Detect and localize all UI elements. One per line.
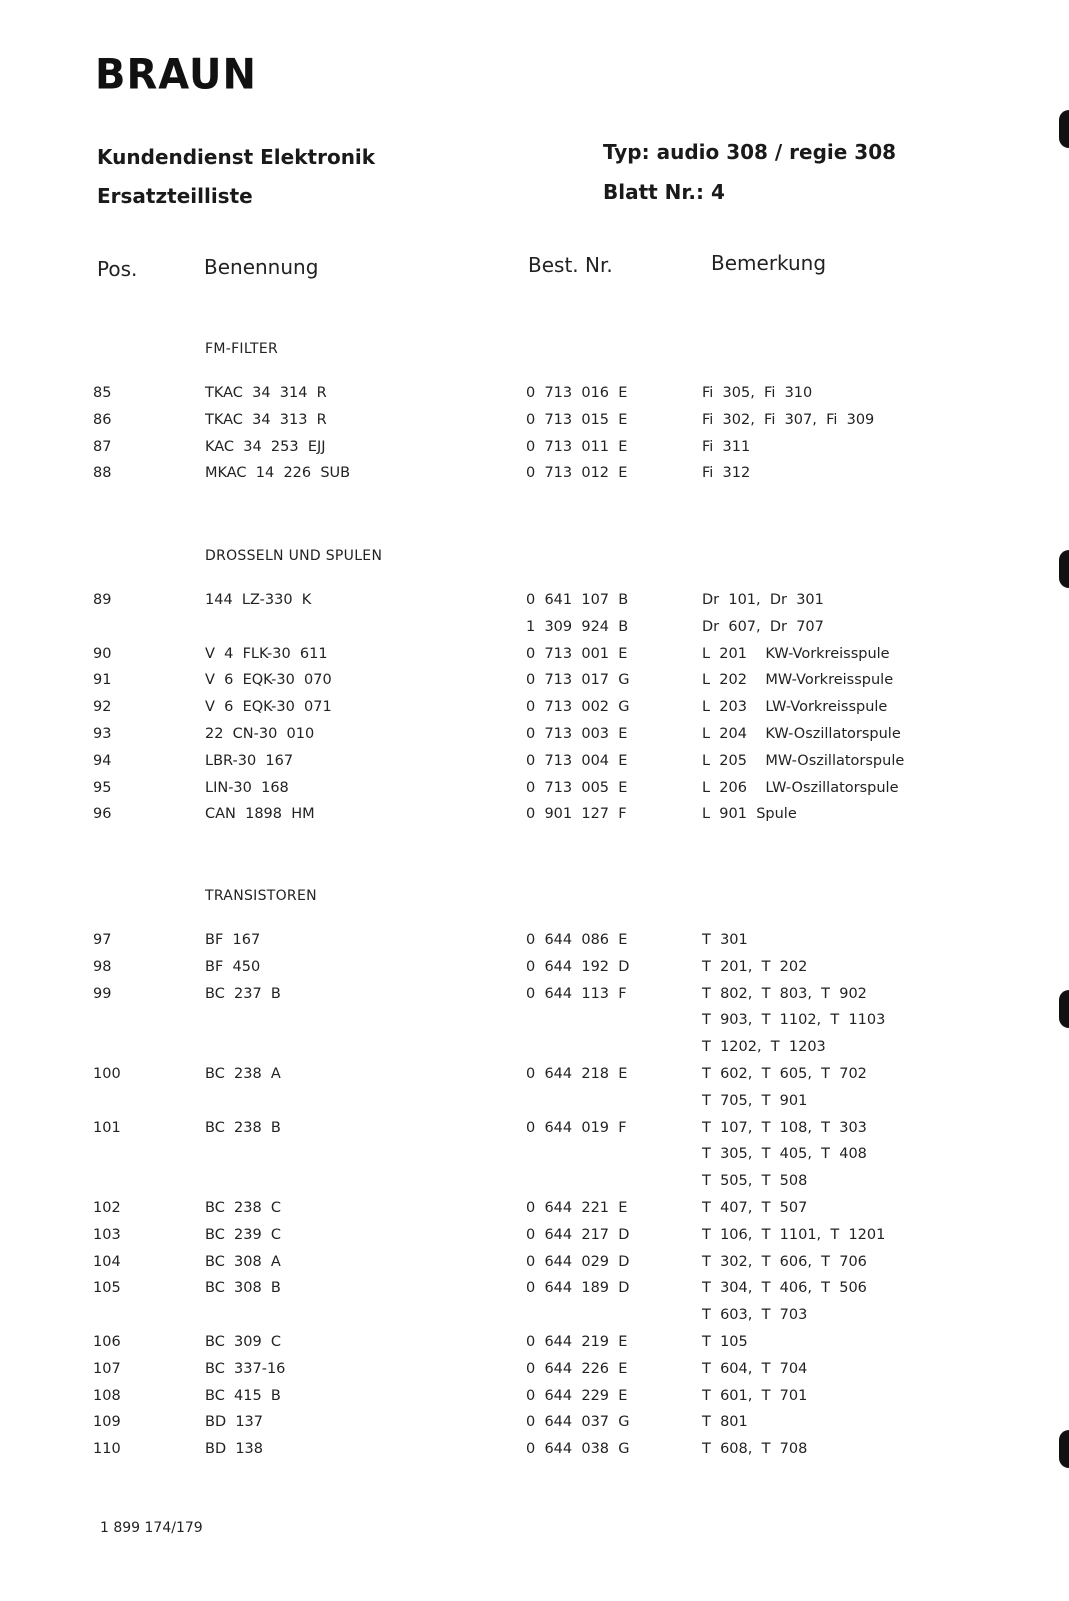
table-row [0,465,1069,487]
position-number: 102 [93,1200,121,1216]
remark: L 205 MW-Oszillatorspule [702,752,905,769]
order-number: 0 713 004 E [526,752,628,769]
table-row [0,806,1069,828]
section-title: TRANSISTOREN [205,888,317,904]
table-row [0,619,1069,641]
remark: T 301 [702,932,748,948]
table-row [0,1200,1069,1222]
table-row [0,699,1069,721]
table-row [0,1254,1069,1276]
table-row [0,1441,1069,1463]
table-row [0,1361,1069,1383]
position-number: 95 [93,779,112,796]
table-row [0,986,1069,1008]
remark: Fi 311 [702,438,751,455]
order-number: 0 644 086 E [526,932,628,948]
remark: L 201 KW-Vorkreisspule [702,645,890,662]
part-name: LBR-30 167 [205,752,294,769]
part-name: 22 CN-30 010 [205,726,315,742]
remark: Fi 302, Fi 307, Fi 309 [702,411,875,428]
order-number: 0 713 005 E [526,779,628,796]
table-row [0,959,1069,981]
part-name: 144 LZ-330 K [205,592,312,608]
position-number: 92 [93,699,112,716]
binder-hole-mark [1059,110,1069,148]
braun-logo: BRAUN [95,50,257,100]
remark: T 603, T 703 [702,1307,808,1324]
table-row [0,1093,1069,1115]
order-number: 0 641 107 B [526,592,629,608]
part-name: BC 308 A [205,1253,281,1270]
table-row [0,592,1069,614]
remark: Dr 607, Dr 707 [702,618,824,635]
order-number: 0 644 029 D [526,1253,630,1270]
table-row [0,1146,1069,1168]
order-number: 0 713 011 E [526,438,628,455]
part-name: BC 239 C [205,1226,282,1243]
position-number: 90 [93,645,112,662]
column-header-remark: Bemerkung [711,251,827,275]
part-name: V 6 EQK-30 071 [205,699,332,716]
position-number: 107 [93,1360,121,1377]
order-number: 0 644 189 D [526,1280,630,1297]
part-name: CAN 1898 HM [205,806,315,823]
order-number: 0 644 113 F [526,985,627,1002]
order-number: 0 713 001 E [526,645,628,662]
position-number: 91 [93,672,112,689]
table-row [0,1227,1069,1249]
section-title: DROSSELN UND SPULEN [205,548,383,564]
table-row [0,1414,1069,1436]
position-number: 104 [93,1253,121,1270]
position-number: 98 [93,958,112,975]
order-number: 0 644 226 E [526,1360,628,1377]
table-row [0,726,1069,748]
part-name: V 4 FLK-30 611 [205,645,328,662]
table-row [0,1173,1069,1195]
part-name: BC 308 B [205,1280,281,1297]
position-number: 94 [93,752,112,769]
remark: L 901 Spule [702,806,797,823]
column-header-pos: Pos. [97,257,138,281]
order-number: 0 644 038 G [526,1441,630,1458]
position-number: 93 [93,726,112,742]
position-number: 106 [93,1334,121,1350]
position-number: 86 [93,411,112,428]
part-name: TKAC 34 313 R [205,411,327,428]
table-row [0,1388,1069,1410]
table-row [0,1334,1069,1356]
position-number: 87 [93,438,112,455]
part-name: V 6 EQK-30 070 [205,672,332,689]
document-number: 1 899 174/179 [100,1520,203,1536]
part-name: BC 237 B [205,985,281,1002]
table-row [0,1120,1069,1142]
document-title: Ersatzteilliste [97,184,253,208]
order-number: 0 644 192 D [526,958,630,975]
table-row [0,412,1069,434]
remark: L 202 MW-Vorkreisspule [702,672,894,689]
table-row [0,932,1069,954]
position-number: 99 [93,985,112,1002]
part-name: LIN-30 168 [205,779,289,796]
order-number: 0 713 003 E [526,726,628,742]
remark: T 802, T 803, T 902 [702,985,867,1002]
table-row [0,1012,1069,1034]
position-number: 103 [93,1226,121,1243]
remark: T 305, T 405, T 408 [702,1146,867,1163]
binder-hole-mark [1059,1430,1069,1468]
sheet-number: Blatt Nr.: 4 [603,180,725,204]
remark: T 407, T 507 [702,1200,808,1216]
remark: T 801 [702,1414,748,1431]
order-number: 0 713 015 E [526,411,628,428]
table-row [0,672,1069,694]
order-number: 0 644 217 D [526,1226,630,1243]
remark: T 705, T 901 [702,1092,808,1109]
column-header-order-number: Best. Nr. [528,253,613,277]
table-row [0,1280,1069,1302]
order-number: 0 644 219 E [526,1334,628,1350]
section-title: FM-FILTER [205,341,279,357]
remark: L 203 LW-Vorkreisspule [702,699,888,716]
part-name: BC 238 C [205,1200,282,1216]
table-row [0,439,1069,461]
part-name: MKAC 14 226 SUB [205,465,351,482]
remark: Fi 312 [702,465,751,482]
remark: T 608, T 708 [702,1441,808,1458]
position-number: 89 [93,592,112,608]
position-number: 105 [93,1280,121,1297]
binder-hole-mark [1059,550,1069,588]
device-type: Typ: audio 308 / regie 308 [603,140,897,164]
order-number: 0 644 229 E [526,1387,628,1404]
remark: T 302, T 606, T 706 [702,1253,867,1270]
position-number: 97 [93,932,112,948]
remark: T 105 [702,1334,748,1350]
remark: T 1202, T 1203 [702,1039,826,1056]
order-number: 0 713 016 E [526,385,628,401]
part-name: BF 167 [205,932,261,948]
remark: T 601, T 701 [702,1387,808,1404]
part-name: BC 337-16 [205,1360,286,1377]
order-number: 0 644 037 G [526,1414,630,1431]
remark: T 602, T 605, T 702 [702,1066,867,1082]
table-row [0,1307,1069,1329]
remark: T 107, T 108, T 303 [702,1119,867,1136]
remark: T 604, T 704 [702,1360,808,1377]
column-header-name: Benennung [204,255,319,279]
part-name: BC 238 A [205,1066,281,1082]
remark: L 206 LW-Oszillatorspule [702,779,899,796]
remark: Fi 305, Fi 310 [702,385,813,401]
order-number: 0 713 017 G [526,672,630,689]
position-number: 96 [93,806,112,823]
remark: Dr 101, Dr 301 [702,592,824,608]
order-number: 0 713 012 E [526,465,628,482]
position-number: 88 [93,465,112,482]
remark: T 304, T 406, T 506 [702,1280,867,1297]
part-name: BD 138 [205,1441,264,1458]
remark: T 505, T 508 [702,1173,808,1190]
part-name: BC 238 B [205,1119,281,1136]
part-name: BC 415 B [205,1387,281,1404]
position-number: 108 [93,1387,121,1404]
position-number: 101 [93,1119,121,1136]
part-name: KAC 34 253 EJJ [205,438,326,455]
table-row [0,646,1069,668]
table-row [0,1066,1069,1088]
order-number: 0 644 019 F [526,1119,627,1136]
binder-hole-mark [1059,990,1069,1028]
order-number: 0 644 218 E [526,1066,628,1082]
remark: T 903, T 1102, T 1103 [702,1012,886,1029]
remark: T 201, T 202 [702,958,808,975]
table-row [0,385,1069,407]
part-name: BF 450 [205,958,261,975]
part-name: BC 309 C [205,1334,282,1350]
position-number: 110 [93,1441,121,1458]
table-row [0,780,1069,802]
order-number: 1 309 924 B [526,618,629,635]
order-number: 0 713 002 G [526,699,630,716]
position-number: 109 [93,1414,121,1431]
part-name: TKAC 34 314 R [205,385,327,401]
remark: L 204 KW-Oszillatorspule [702,726,901,742]
remark: T 106, T 1101, T 1201 [702,1226,886,1243]
part-name: BD 137 [205,1414,264,1431]
order-number: 0 901 127 F [526,806,627,823]
position-number: 100 [93,1066,121,1082]
table-row [0,1039,1069,1061]
position-number: 85 [93,385,112,401]
table-row [0,753,1069,775]
order-number: 0 644 221 E [526,1200,628,1216]
department-title: Kundendienst Elektronik [97,145,376,169]
